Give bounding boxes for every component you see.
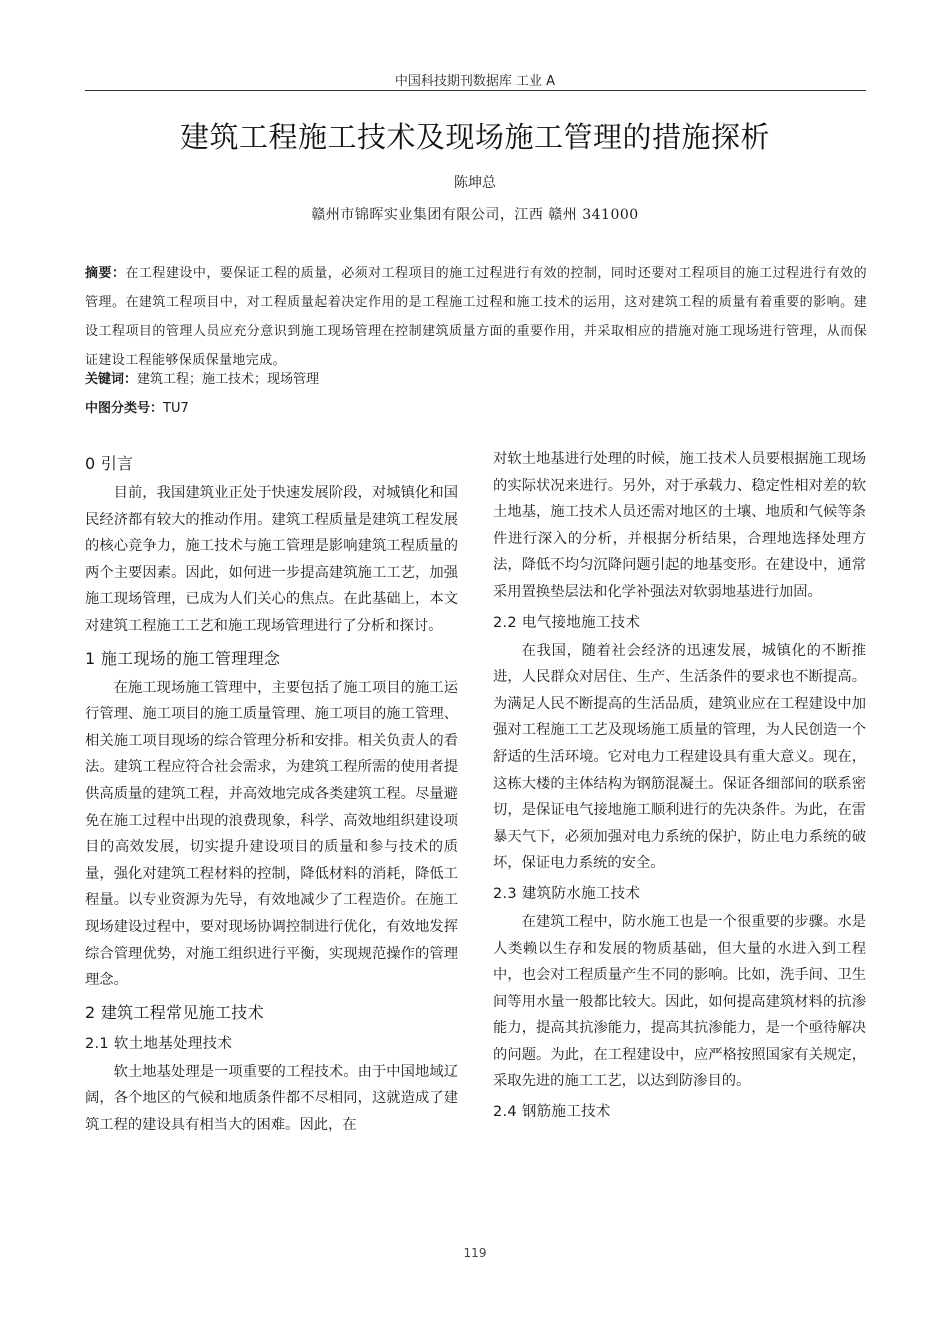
abstract-text: 在工程建设中，要保证工程的质量，必须对工程项目的施工过程进行有效的控制，同时还要对工程项目的施工过程进行有效的管理。在建筑工程项目中，对工程质量起着决定作用的是工程施工过程和施工技术的运用，这对建筑工程的质量有着重要的影响。建设工程项目的管理人员应充分意识到施工现场管理在控制建筑质量方面的重要作用，并采取相应的措施对施工现场进行管理，从而保证建设工程能够保质保量地完成。 bbox=[85, 266, 867, 368]
section-1-paragraph: 在施工现场施工管理中，主要包括了施工项目的施工运行管理、施工项目的施工质量管理、施工项目的施工管理、相关施工项目现场的综合管理分析和安排。相关负责人的看法。建筑工程应符合社会需求，为建筑工程所需的使用者提供高质量的建筑工程，并高效地完成各类建筑工程。尽量避免在施工过程中出现的浪费现象，科学、高效地组织建设项目的高效发展，切实提升建设项目的质量和参与技术的质量，强化对建筑工程材料的控制，降低材料的消耗，降低工程量。以专业资源为先导，有效地减少了工程造价。在施工现场建设过程中，要对现场协调控制进行优化，有效地发挥综合管理优势，对施工组织进行平衡，实现规范操作的管理理念。 bbox=[85, 679, 458, 989]
abstract bbox=[85, 259, 867, 375]
left-column bbox=[85, 447, 458, 1138]
section-2-1-continued: 对软土地基进行处理的时候，施工技术人员要根据施工现场的实际状况来进行。另外，对于承载力、稳定性相对差的软土地基，施工技术人员还需对地区的土壤、地质和气候等条件进行深入的分析，并根据分析结果，合理地选择处理方法，降低不均匀沉降问题引起的地基变形。在建设中，通常采用置换垫层法和化学补强法对软弱地基进行加固。 bbox=[493, 451, 866, 600]
section-2-1-paragraph: 软土地基处理是一项重要的工程技术。由于中国地域辽阔，各个地区的气候和地质条件都不尽相同，这就造成了建筑工程的建设具有相当大的困难。因此，在 bbox=[85, 1063, 458, 1133]
classification-number bbox=[85, 397, 189, 416]
section-heading-0: 0 引言 bbox=[85, 454, 134, 473]
keywords-text: 建筑工程；施工技术；现场管理 bbox=[137, 372, 320, 387]
classification-text: TU7 bbox=[163, 401, 189, 416]
paper-title: 建筑工程施工技术及现场施工管理的措施探析 bbox=[179, 120, 770, 154]
right-column bbox=[493, 446, 866, 1127]
section-0-paragraph: 目前，我国建筑业正处于快速发展阶段，对城镇化和国民经济都有较大的推动作用。建筑工程质量是建筑工程发展的核心竞争力，施工技术与施工管理是影响建筑工程质量的两个主要因素。因此，如何进一步提高建筑施工工艺，加强施工现场管理，已成为人们关心的焦点。在此基础上，本文对建筑工程施工工艺和施工现场管理进行了分析和探讨。 bbox=[85, 485, 458, 634]
author: 陈坤总 bbox=[454, 175, 496, 191]
abstract-label: 摘要： bbox=[85, 266, 126, 281]
classification-label: 中图分类号： bbox=[85, 401, 164, 416]
section-heading-1: 1 施工现场的施工管理理念 bbox=[85, 648, 281, 668]
section-heading-2-1: 2.1 软土地基处理技术 bbox=[85, 1035, 233, 1052]
section-heading-2-2: 2.2 电气接地施工技术 bbox=[493, 614, 641, 631]
section-heading-2-3: 2.3 建筑防水施工技术 bbox=[493, 885, 641, 902]
keywords-label: 关键词： bbox=[85, 372, 138, 387]
keywords bbox=[85, 368, 319, 387]
section-2-2-paragraph: 在我国，随着社会经济的迅速发展，城镇化的不断推进，人民群众对居住、生产、生活条件的要求也不断提高。为满足人民不断提高的生活品质，建筑业应在工程建设中加强对工程施工工艺及现场施工质量的管理，为人民创造一个舒适的生活环境。它对电力工程建设具有重大意义。现在，这栋大楼的主体结构为钢筋混凝土。保证各细部间的联系密切，是保证电气接地施工顺利进行的先决条件。为此，在雷暴天气下，必须加强对电力系统的保护，防止电力系统的破坏，保证电力系统的安全。 bbox=[493, 642, 866, 872]
running-header: 中国科技期刊数据库 工业 A bbox=[394, 74, 556, 89]
affiliation: 赣州市锦晖实业集团有限公司，江西 赣州 341000 bbox=[311, 207, 639, 223]
section-2-3-paragraph: 在建筑工程中，防水施工也是一个很重要的步骤。水是人类赖以生存和发展的物质基础，但大量的水进入到工程中，也会对工程质量产生不同的影响。比如，洗手间、卫生间等用水量一般都比较大。因此，如何提高建筑材料的抗渗能力，提高其抗渗能力，提高其抗渗能力，是一个亟待解决的问题。为此，在工程建设中，应严格按照国家有关规定，采取先进的施工工艺，以达到防渗目的。 bbox=[493, 913, 866, 1090]
header-rule bbox=[85, 90, 866, 91]
page-number: 119 bbox=[463, 1246, 487, 1260]
section-heading-2-4: 2.4 钢筋施工技术 bbox=[493, 1104, 611, 1121]
section-heading-2: 2 建筑工程常见施工技术 bbox=[85, 1002, 264, 1022]
